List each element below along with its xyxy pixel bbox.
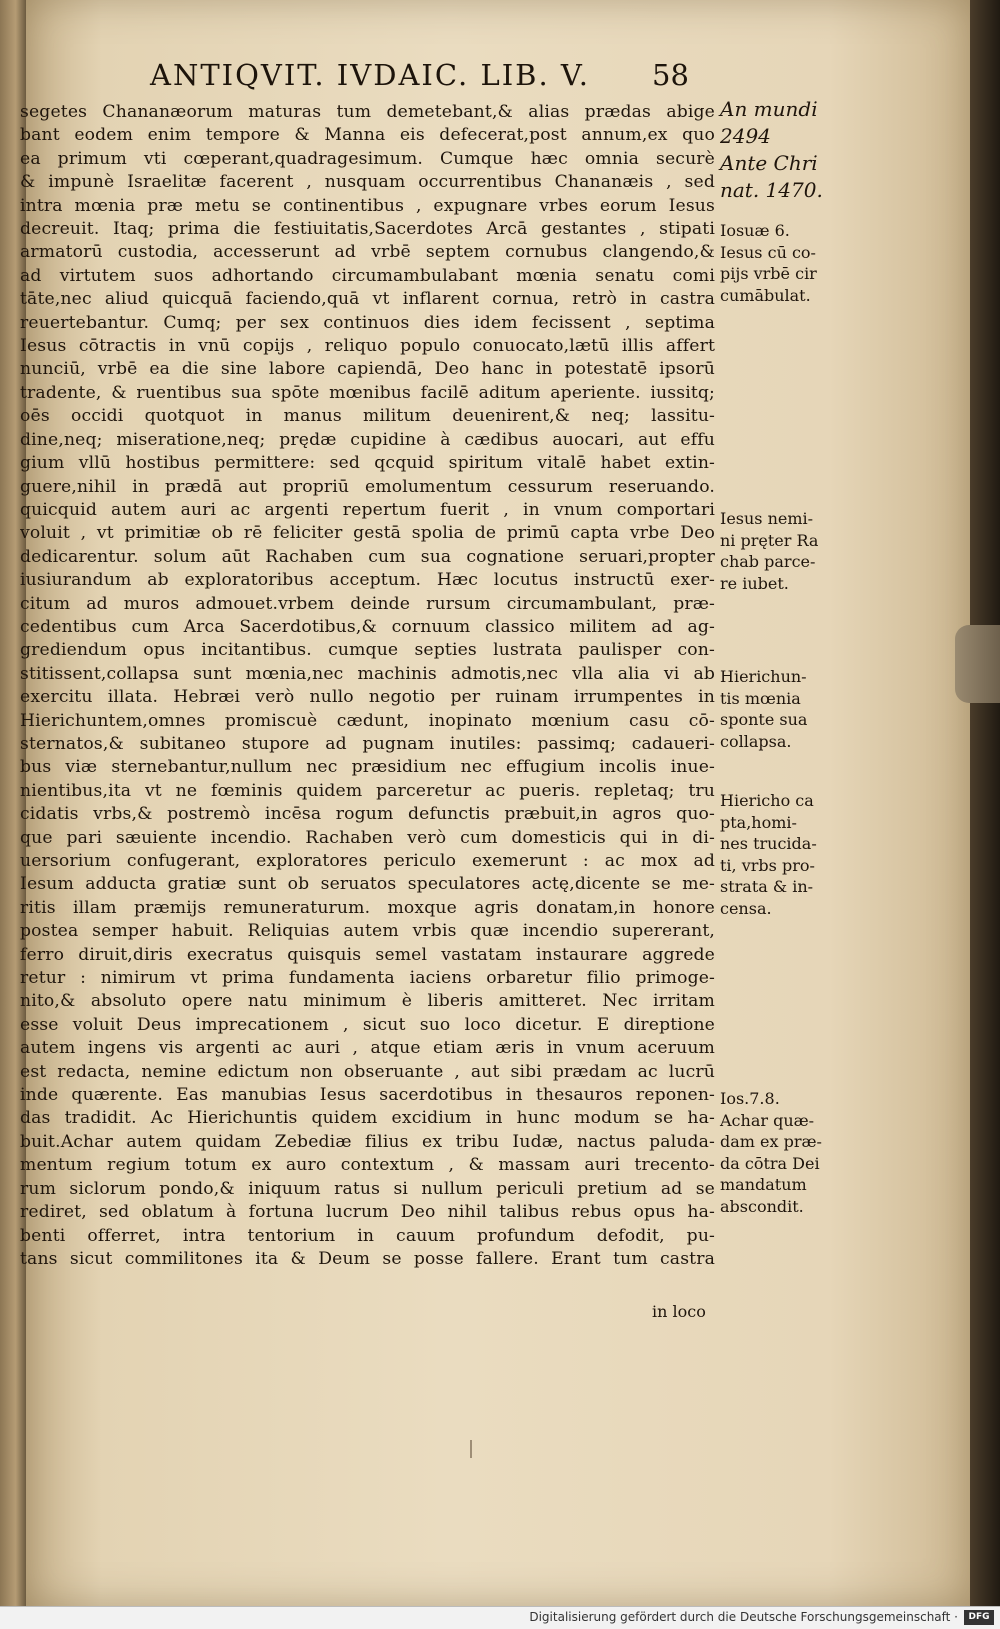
marginal-line: Hiericho ca — [720, 791, 814, 810]
text-line: buit.Achar autem quidam Zebediæ filius ex tribu Iudæ, nactus paluda- — [20, 1131, 715, 1152]
text-line: dine,neq; miseratione,neq; prędæ cupidine à cædibus auocari, aut effu — [20, 429, 715, 450]
text-line: voluit , vt primitiæ ob rē feliciter gestā spolia de primū capta vrbe Deo — [20, 523, 715, 544]
marginal-line: Hierichun- — [720, 667, 807, 686]
text-line: intra mœnia præ metu se continentibus , expugnare vrbes eorum Iesus — [20, 195, 715, 216]
text-line: bant eodem enim tempore & Manna eis defecerat,post annum,ex quo — [20, 125, 715, 146]
text-line: sternatos,& subitaneo stupore ad pugnam inutiles: passimq; cadaueri- — [20, 733, 715, 754]
text-line: postea semper habuit. Reliquias autem vrbis quæ incendio supererant, — [20, 921, 715, 942]
marginal-line: pijs vrbē cir — [720, 264, 817, 284]
text-line: cidatis vrbs,& postremò incēsa rogum defunctis præbuit,in agros quo- — [20, 804, 715, 825]
text-line: exercitu illata. Hebræi verò nullo negotio per ruinam irrumpentes in — [20, 687, 715, 708]
marginal-note-date — [720, 96, 838, 204]
marginal-note-josue-6 — [720, 220, 838, 306]
marginal-line: strata & in- — [720, 877, 814, 897]
text-line: autem ingens vis argenti ac auri , atque etiam æris in vnum aceruum — [20, 1038, 715, 1059]
text-line: decreuit. Itaq; prima die festiuitatis,Sacerdotes Arcā gestantes , stipati — [20, 219, 715, 240]
text-line: segetes Chananæorum maturas tum demetebant,& alias prædas abige — [20, 102, 715, 122]
page-edge-shadow — [970, 0, 1000, 1606]
marginal-line: nes trucida- — [720, 834, 817, 854]
marginal-line: chab parce- — [720, 552, 816, 572]
text-line: inde quærente. Eas manubias Iesus sacerdotibus in thesauros reponen- — [20, 1085, 715, 1106]
marginal-line: sponte sua — [720, 710, 808, 730]
text-line: Hierichuntem,omnes promiscuè cædunt, inopinato mœnium casu cō- — [20, 710, 715, 731]
marginal-line: Ante Chri — [720, 151, 818, 175]
text-line: stitissent,collapsa sunt mœnia,nec machinis admotis,nec vlla alia vi ab — [20, 663, 715, 684]
marginal-line: collapsa. — [720, 731, 792, 751]
marginal-line: pta,homi- — [720, 812, 797, 832]
marginal-note-achar — [720, 1088, 838, 1218]
text-line: iusiurandum ab exploratoribus acceptum. Hæc locutus instructū exer- — [20, 570, 715, 591]
text-line: rediret, sed oblatum à fortuna lucrum Deo nihil talibus rebus opus ha- — [20, 1202, 715, 1223]
marginal-line: ti, vrbs pro- — [720, 855, 815, 875]
marginal-line: Iosuæ 6. — [720, 221, 790, 240]
dfg-logo: DFG — [964, 1610, 994, 1625]
marginal-line: dam ex præ- — [720, 1132, 822, 1152]
marginal-line: cumābulat. — [720, 285, 811, 305]
body-text — [20, 101, 715, 1271]
marginal-line: nat. 1470. — [720, 178, 823, 202]
marginal-line: 2494 — [720, 124, 771, 148]
text-line: ferro diruit,diris execratus quisquis semel vastatam instaurare aggrede — [20, 944, 715, 965]
page-number: 58 — [652, 58, 689, 92]
marginal-line: mandatum — [720, 1175, 807, 1195]
marginal-line: re iubet. — [720, 573, 789, 593]
page-tab-marker — [955, 625, 1000, 703]
text-line: guere,nihil in prædā aut propriū emolumentum cessurum reseruando. — [20, 476, 715, 497]
digitization-footer — [0, 1606, 1000, 1629]
text-line: das tradidit. Ac Hierichuntis quidem excidium in hunc modum se ha- — [20, 1108, 715, 1129]
marginal-note-hiericho-captured — [720, 790, 838, 920]
marginal-line: Iesus nemi- — [720, 509, 814, 528]
text-line: uersorium confugerant, exploratores periculo exemerunt : ac mox ad — [20, 851, 715, 871]
text-line: ad virtutem suos adhortando circumambulabant mœnia senatu comi — [20, 265, 715, 286]
text-line: que pari sæuiente incendio. Rachaben verò cum domesticis qui in di- — [20, 827, 715, 848]
running-head: ANTIQVIT. IVDAIC. LIB. V. — [150, 58, 590, 92]
marginal-line: censa. — [720, 898, 772, 918]
marginal-line: Ios.7.8. — [720, 1089, 780, 1108]
text-line: quicquid autem auri ac argenti repertum fuerit , in vnum comportari — [20, 499, 715, 520]
marginal-line: An mundi — [720, 97, 818, 121]
text-line: gium vllū hostibus permittere: sed qcquid spiritum vitalē habet extin- — [20, 453, 715, 474]
text-line: bus viæ sternebantur,nullum nec præsidium nec effugium incolis inue- — [20, 757, 715, 778]
footer-credit: Digitalisierung gefördert durch die Deutsche Forschungsgemeinschaft · — [529, 1610, 958, 1624]
text-line: ritis illam præmijs remuneraturum. moxque agris donatam,in honore — [20, 897, 715, 918]
text-line: rum siclorum pondo,& iniquum ratus si nullum periculi pretium ad se — [20, 1178, 715, 1199]
text-line: tradente, & ruentibus sua spōte mœnibus facilē aditum aperiente. iussitq; — [20, 382, 715, 403]
catchword: in loco — [652, 1302, 706, 1321]
text-line: esse voluit Deus imprecationem , sicut suo loco dicetur. E direptione — [20, 1014, 715, 1035]
ink-mark — [470, 1440, 472, 1458]
text-line: ea primum vti cœperant,quadragesimum. Cumque hæc omnia securè — [20, 148, 715, 169]
text-line: Iesus cōtractis in vnū copijs , reliquo populo conuocato,lætū illis affert — [20, 336, 715, 357]
text-line: tāte,nec aliud quicquā faciendo,quā vt inflarent cornua, retrò in castra — [20, 289, 715, 310]
text-line: retur : nimirum vt prima fundamenta iaciens orbaretur filio primoge- — [20, 968, 715, 989]
marginal-line: abscondit. — [720, 1196, 804, 1216]
text-line: & impunè Israelitæ facerent , nusquam occurrentibus Chananæis , sed — [20, 172, 715, 193]
text-line: est redacta, nemine edictum non obseruante , aut sibi prædam ac lucrū — [20, 1061, 715, 1082]
marginal-line: Iesus cū co- — [720, 242, 816, 262]
marginal-note-rachab — [720, 508, 838, 594]
text-line: citum ad muros admouet.vrbem deinde rursum circumambulant, præ- — [20, 593, 715, 614]
text-line: nito,& absoluto opere natu minimum è liberis amitteret. Nec irritam — [20, 991, 715, 1012]
text-line: grediendum opus incitantibus. cumque septies lustrata paulisper con- — [20, 640, 715, 661]
text-line: dedicarentur. solum aūt Rachaben cum sua cognatione seruari,propter — [20, 546, 715, 567]
marginal-line: ni pręter Ra — [720, 530, 819, 550]
text-line: benti offerret, intra tentorium in cauum profundum defodit, pu- — [20, 1225, 715, 1246]
text-line: cedentibus cum Arca Sacerdotibus,& cornuum classico militem ad ag- — [20, 616, 715, 637]
text-line: nunciū, vrbē ea die sine labore capiendā, Deo hanc in potestatē ipsorū — [20, 359, 715, 380]
marginal-line: da cōtra Dei — [720, 1153, 820, 1173]
marginal-note-walls-collapse — [720, 666, 838, 752]
text-line: mentum regium totum ex auro contextum , & massam auri trecento- — [20, 1155, 715, 1176]
marginal-line: tis mœnia — [720, 688, 801, 708]
text-line: Iesum adducta gratiæ sunt ob seruatos speculatores actę,dicente se me- — [20, 874, 715, 895]
marginal-line: Achar quæ- — [720, 1110, 815, 1130]
text-line: armatorū custodia, accesserunt ad vrbē septem cornubus clangendo,& — [20, 242, 715, 263]
text-line: reuertebantur. Cumq; per sex continuos dies idem fecissent , septima — [20, 312, 715, 333]
text-line: tans sicut commilitones ita & Deum se posse fallere. Erant tum castra — [20, 1248, 715, 1269]
text-line: oēs occidi quotquot in manus militum deuenirent,& neq; lassitu- — [20, 406, 715, 427]
text-line: nientibus,ita vt ne fœminis quidem parceretur ac pueris. repletaq; tru — [20, 780, 715, 801]
